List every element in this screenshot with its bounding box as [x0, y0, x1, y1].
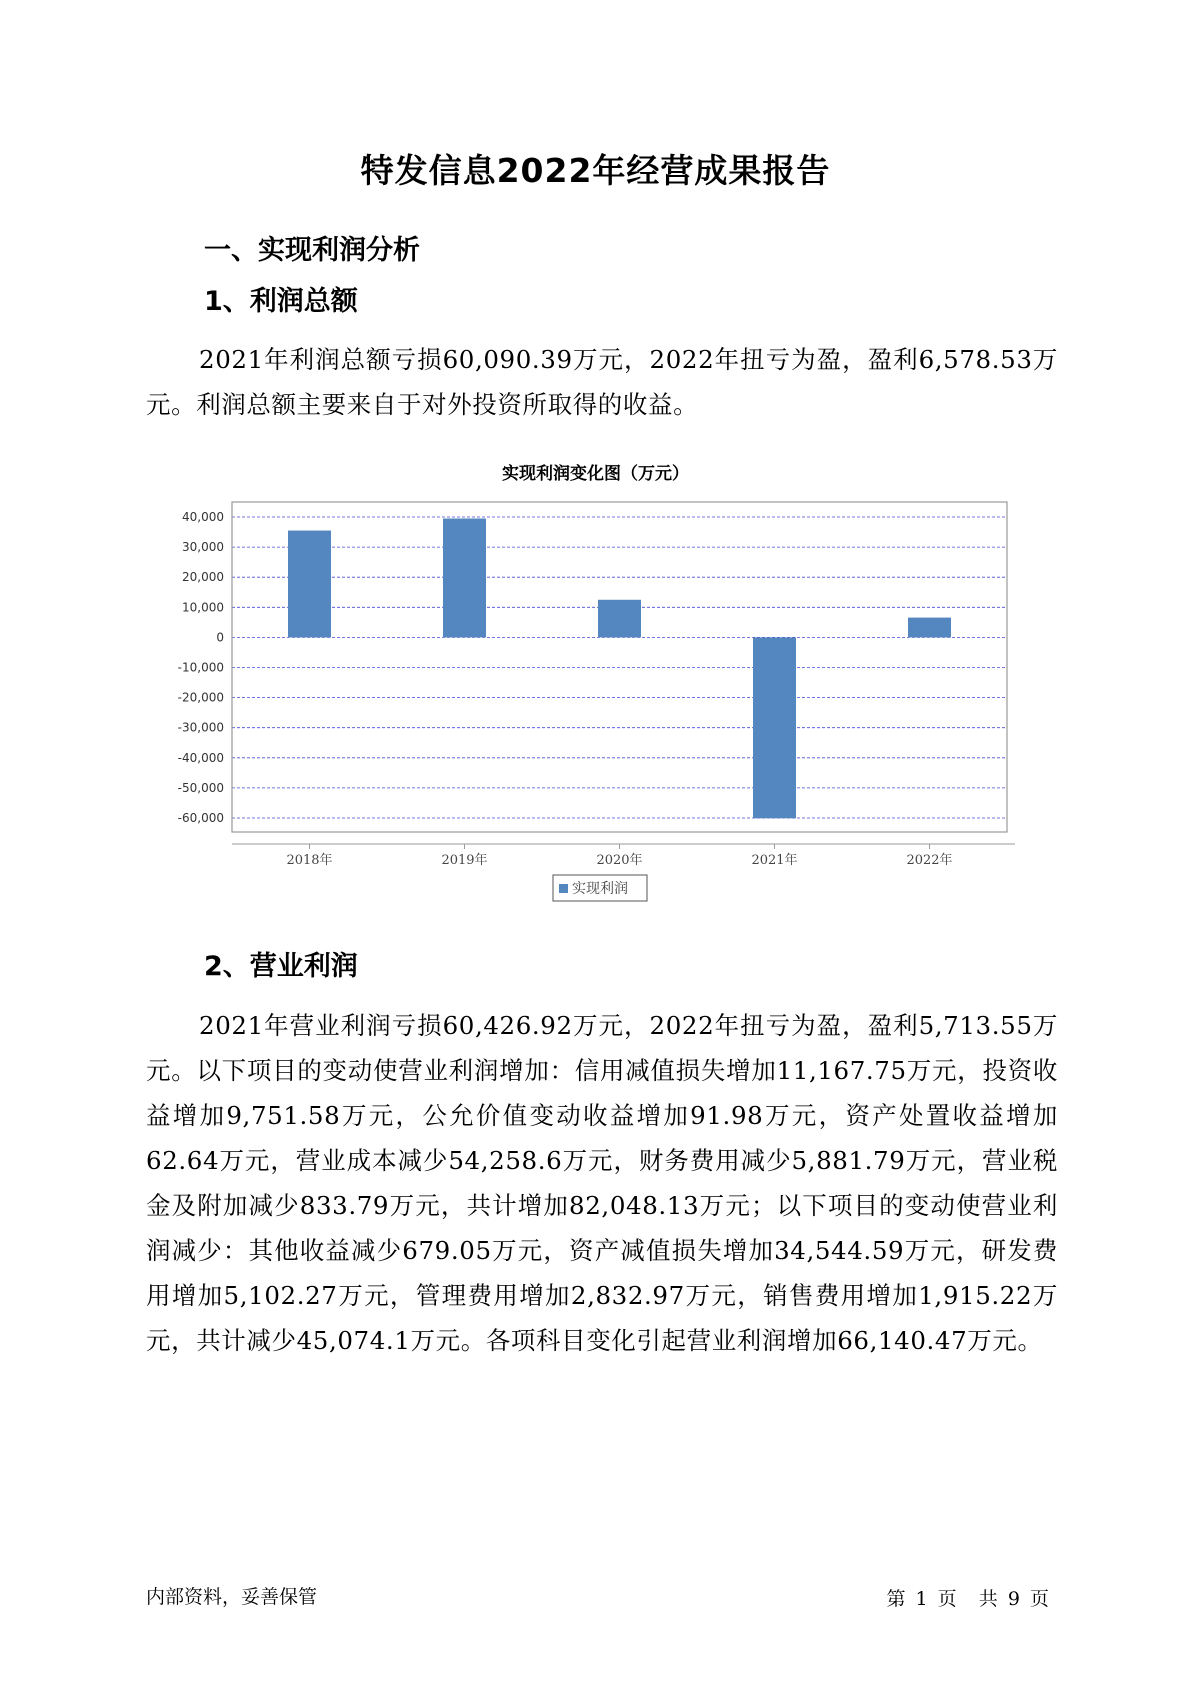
- chart-legend-swatch: [559, 884, 568, 893]
- chart-x-axis: [286, 844, 952, 868]
- chart-legend-label: 实现利润: [572, 881, 628, 897]
- chart-bars: [288, 519, 951, 819]
- page-prefix: 第: [886, 1588, 906, 1610]
- chart-y-tick-label: -20,000: [177, 690, 224, 705]
- chart-y-tick-label: -50,000: [177, 780, 224, 795]
- paragraph-total-profit: 2021年利润总额亏损60,090.39万元，2022年扭亏为盈，盈利6,578.53万元。利润总额主要来自于对外投资所取得的收益。: [146, 345, 1058, 419]
- chart-y-axis: [178, 510, 224, 825]
- subsection-heading-total-profit: 1、利润总额: [204, 286, 358, 317]
- chart-bar: [908, 618, 951, 638]
- chart-x-tick-label: 2018年: [286, 853, 333, 868]
- chart-y-tick-label: 40,000: [182, 510, 224, 524]
- total-prefix: 共: [978, 1588, 998, 1610]
- footer-page-indicator: [884, 1584, 1051, 1611]
- chart-bar: [753, 637, 796, 818]
- footer-confidential-note: 内部资料，妥善保管: [146, 1586, 318, 1608]
- chart-y-tick-label: -60,000: [177, 811, 224, 825]
- chart-y-tick-label: 0: [216, 630, 224, 645]
- chart-grid: [232, 517, 1007, 818]
- chart-y-tick-label: 10,000: [182, 600, 224, 615]
- chart-title: 实现利润变化图（万元）: [502, 464, 689, 484]
- chart-bar: [598, 600, 641, 638]
- subsection-heading-operating-profit: 2、营业利润: [204, 951, 358, 982]
- page-number: 1: [915, 1588, 928, 1610]
- chart-plot-frame: [232, 502, 1007, 832]
- chart-x-tick-label: 2019年: [441, 853, 488, 868]
- chart-y-tick-label: 30,000: [182, 540, 224, 555]
- chart-bar: [443, 519, 486, 638]
- chart-y-tick-label: -10,000: [177, 660, 224, 675]
- chart-x-tick-label: 2022年: [906, 853, 953, 868]
- total-pages: 9: [1007, 1588, 1020, 1610]
- chart-x-tick-label: 2021年: [751, 853, 798, 868]
- chart-y-tick-label: 20,000: [182, 570, 224, 585]
- profit-bar-chart: [160, 490, 1030, 910]
- chart-x-tick-label: 2020年: [596, 853, 643, 868]
- chart-y-tick-label: -30,000: [177, 720, 224, 735]
- section-heading-profit-analysis: 一、实现利润分析: [204, 235, 420, 266]
- chart-bar: [288, 531, 331, 638]
- page-title: 特发信息2022年经营成果报告: [360, 151, 831, 190]
- chart-y-tick-label: -40,000: [177, 750, 224, 765]
- chart-legend: [553, 875, 647, 901]
- page-unit: 页: [937, 1588, 957, 1610]
- paragraph-operating-profit: 2021年营业利润亏损60,426.92万元，2022年扭亏为盈，盈利5,713.55万元。以下项目的变动使营业利润增加：信用减值损失增加11,167.75万元，投资收益增加9,751.58万元，公允价值变动收益增加91.98万元，资产处置收益增加62.64万元，营业成本减少54,258.6万元，财务费用减少5,881.79万元，营业税金及附加减少833.79万元，共计增加82,048.13万元；以下项目的变动使营业利润减少：其他收益减少679.05万元，资产减值损失增加34,544.59万元，研发费用增加5,102.27万元，管理费用增加2,832.97万元，销售费用增加1,915.22万元，共计减少45,074.1万元。各项科目变化引起营业利润增加66,140.47万元。: [146, 1011, 1058, 1355]
- total-unit: 页: [1029, 1588, 1049, 1610]
